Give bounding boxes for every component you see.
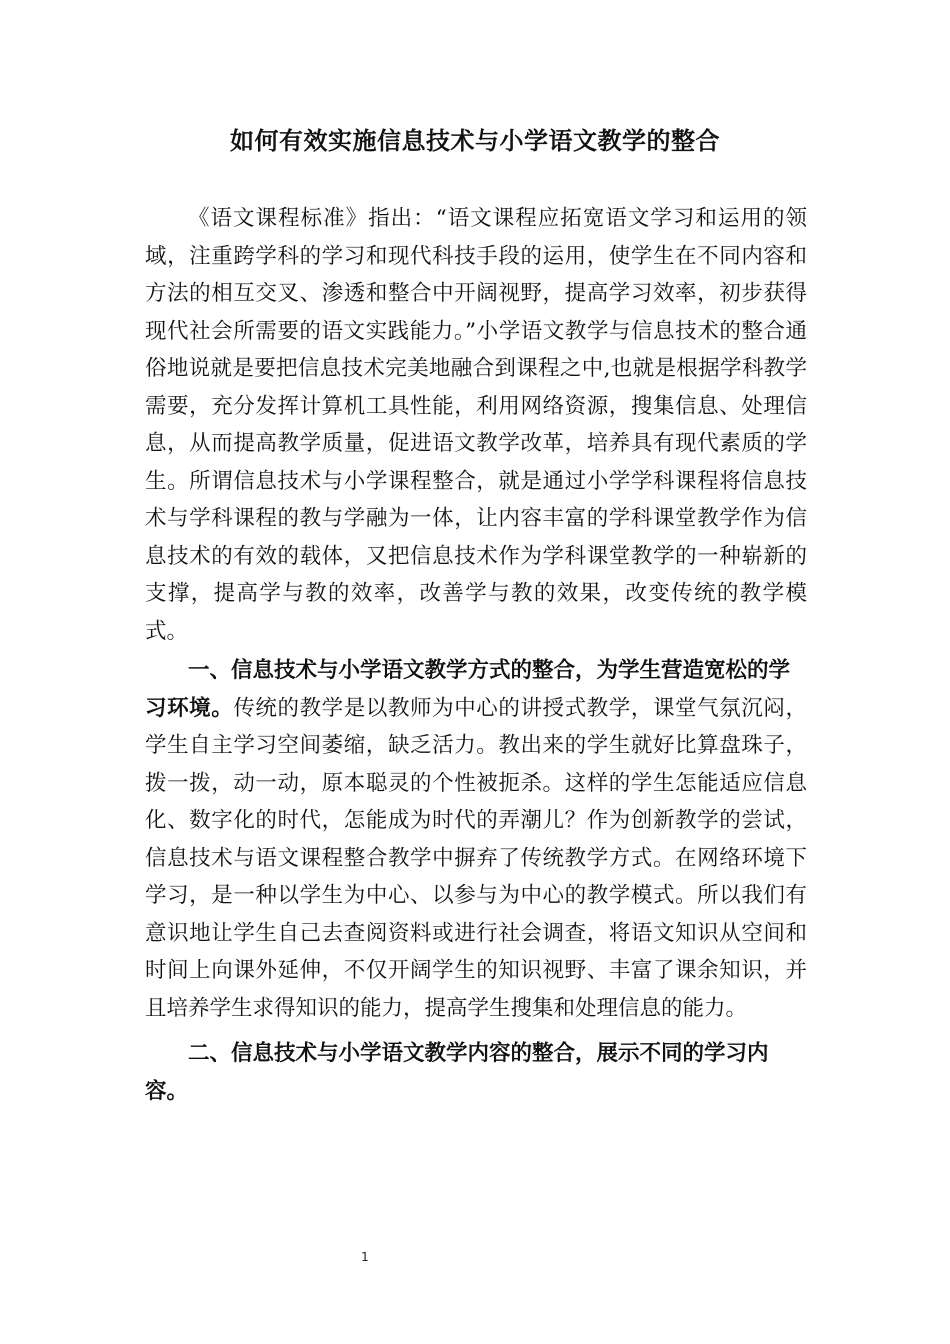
section-1-paragraph bbox=[145, 690, 807, 1028]
section-2-heading: 二、信息技术与小学语文教学内容的整合，展示不同的学习内容。 bbox=[145, 1041, 769, 1104]
spacer bbox=[145, 1027, 807, 1035]
document-title: 如何有效实施信息技术与小学语文教学的整合 bbox=[230, 126, 720, 155]
intro-paragraph: 《语文课程标准》指出：“语文课程应拓宽语文学习和运用的领域，注重跨学科的学习和现代科技手段的运用，使学生在不同内容和方法的相互交叉、渗透和整合中开阔视野，提高学习效率，初步获得现代社会所需要的语文实践能力。”小学语文教学与信息技术的整合通俗地说就是要把信息技术完美地融合到课程之中,也就是根据学科教学需要，充分发挥计算机工具性能，利用网络资源，搜集信息、处理信息，从而提高教学质量，促进语文教学改革，培养具有现代素质的学生。所谓信息技术与小学课程整合，就是通过小学学科课程将信息技术与学科课程的教与学融为一体，让内容丰富的学科课堂教学作为信息技术的有效的载体，又把信息技术作为学科课堂教学的一种崭新的支撑，提高学与教的效率，改善学与教的效果，改变传统的教学模式。 bbox=[145, 206, 807, 644]
page-number: 1 bbox=[361, 1250, 369, 1264]
section-1-heading-lead: 习环境。 bbox=[145, 695, 234, 721]
section-1-body: 传统的教学是以教师为中心的讲授式教学，课堂气氛沉闷，学生自主学习空间萎缩，缺乏活力。教出来的学生就好比算盘珠子，拨一拨，动一动，原本聪灵的个性被扼杀。这样的学生怎能适应信息化、数字化的时代，怎能成为时代的弄潮儿？作为创新教学的尝试，信息技术与语文课程整合教学中摒弃了传统教学方式。在网络环境下学习，是一种以学生为中心、以参与为中心的教学模式。所以我们有意识地让学生自己去查阅资料或进行社会调查，将语文知识从空间和时间上向课外延伸，不仅开阔学生的知识视野、丰富了课余知识，并且培养学生求得知识的能力，提高学生搜集和处理信息的能力。 bbox=[145, 695, 807, 1021]
document-body bbox=[145, 200, 807, 1110]
section-1-heading: 一、信息技术与小学语文教学方式的整合，为学生营造宽松的学 bbox=[188, 658, 791, 683]
